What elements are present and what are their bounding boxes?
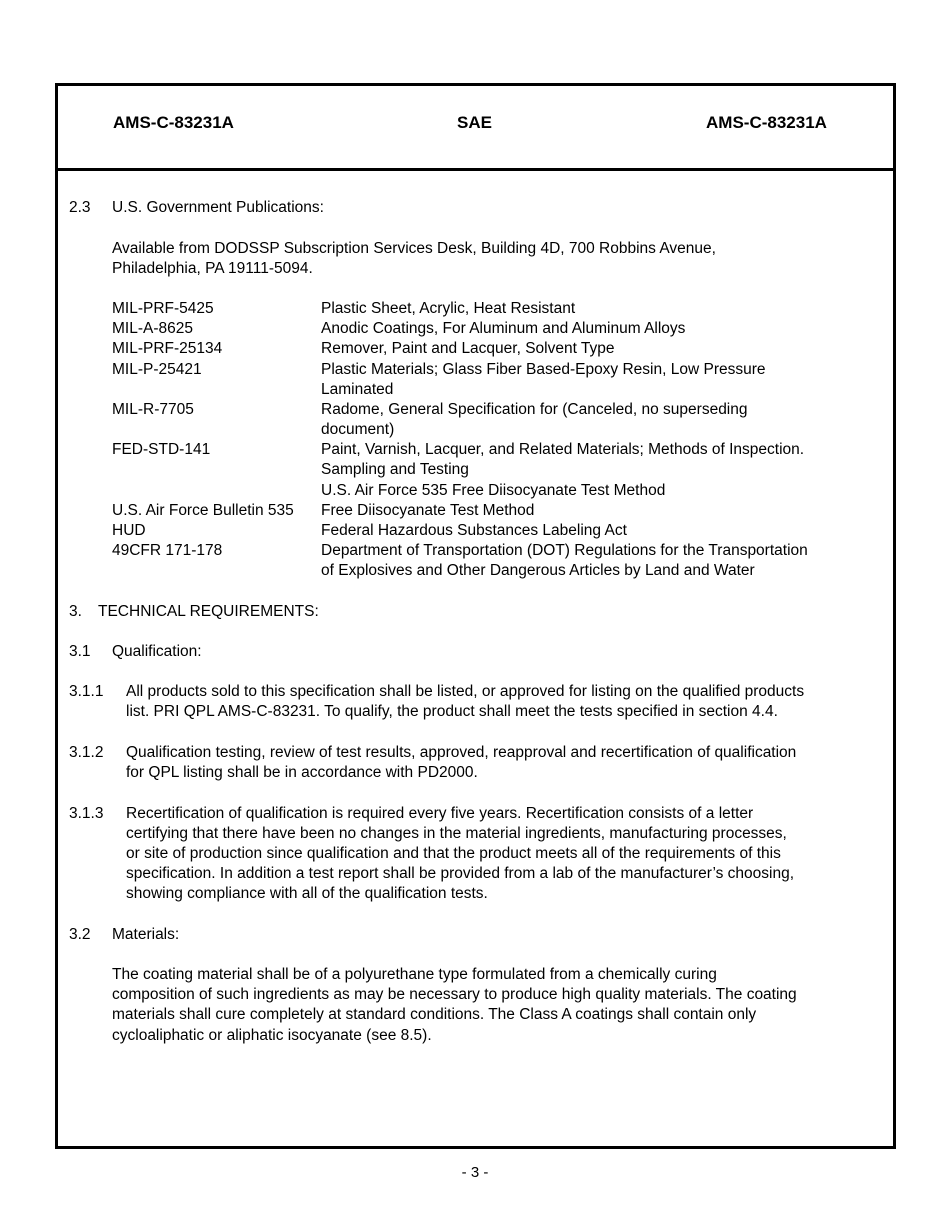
section-3-title: TECHNICAL REQUIREMENTS: bbox=[98, 603, 319, 620]
reference-title-line1: Plastic Materials; Glass Fiber Based-Epoxy Resin, Low Pressure bbox=[321, 361, 766, 378]
header-doc-number-left: AMS-C-83231A bbox=[113, 113, 234, 132]
section-3-2-number: 3.2 bbox=[69, 926, 91, 943]
section-3-1-2-number: 3.1.2 bbox=[69, 744, 104, 761]
header-doc-number-right: AMS-C-83231A bbox=[706, 113, 827, 132]
document-header bbox=[58, 86, 893, 171]
availability-text-line1: Available from DODSSP Subscription Services Desk, Building 4D, 700 Robbins Avenue, bbox=[112, 240, 716, 257]
section-3-2-line1: The coating material shall be of a polyurethane type formulated from a chemically curing bbox=[112, 966, 717, 983]
section-3-1-3-line3: or site of production since qualification and that the product meets all of the requirements of this bbox=[126, 845, 781, 862]
reference-title: Free Diisocyanate Test Method bbox=[321, 502, 535, 519]
reference-id: U.S. Air Force Bulletin 535 bbox=[112, 502, 294, 519]
reference-id: MIL-A-8625 bbox=[112, 320, 193, 337]
page-number: - 3 - bbox=[461, 1164, 489, 1181]
reference-id: 49CFR 171-178 bbox=[112, 542, 223, 559]
section-2-3-title: U.S. Government Publications: bbox=[112, 199, 324, 216]
reference-title-line1: Paint, Varnish, Lacquer, and Related Materials; Methods of Inspection. bbox=[321, 441, 805, 458]
reference-id: MIL-P-25421 bbox=[112, 361, 202, 378]
section-3-2-line3: materials shall cure completely at standard conditions. The Class A coatings shall contain only bbox=[112, 1006, 757, 1023]
section-3-1-1-number: 3.1.1 bbox=[69, 683, 104, 700]
section-3-2-line4: cycloaliphatic or aliphatic isocyanate (see 8.5). bbox=[112, 1027, 432, 1044]
section-3-1-1-line1: All products sold to this specification shall be listed, or approved for listing on the qualified products bbox=[126, 683, 805, 700]
section-3-1-3-line5: showing compliance with all of the qualification tests. bbox=[126, 885, 488, 902]
reference-id: MIL-R-7705 bbox=[112, 401, 194, 418]
header-publisher: SAE bbox=[457, 113, 492, 132]
reference-title-line2: Laminated bbox=[321, 381, 394, 398]
section-3-1-2-line2: for QPL listing shall be in accordance with PD2000. bbox=[126, 764, 478, 781]
reference-title: Anodic Coatings, For Aluminum and Aluminum Alloys bbox=[321, 320, 686, 337]
reference-title-line1: Department of Transportation (DOT) Regulations for the Transportation bbox=[321, 542, 808, 559]
section-3-1-1-line2: list. PRI QPL AMS-C-83231. To qualify, the product shall meet the tests specified in section 4.4. bbox=[126, 703, 778, 720]
section-3-number: 3. bbox=[69, 603, 82, 620]
reference-title-line2: of Explosives and Other Dangerous Articles by Land and Water bbox=[321, 562, 755, 579]
section-3-1-3-line1: Recertification of qualification is required every five years. Recertification consists of a letter bbox=[126, 805, 754, 822]
reference-title-line2: document) bbox=[321, 421, 395, 438]
section-3-1-3-line2: certifying that there have been no changes in the material ingredients, manufacturing processes, bbox=[126, 825, 787, 842]
reference-title-line2: Sampling and Testing bbox=[321, 461, 469, 478]
section-3-2-line2: composition of such ingredients as may be necessary to produce high quality materials. The coating bbox=[112, 986, 797, 1003]
reference-id: FED-STD-141 bbox=[112, 441, 211, 458]
reference-title: Remover, Paint and Lacquer, Solvent Type bbox=[321, 340, 615, 357]
reference-title-line1: Radome, General Specification for (Canceled, no superseding bbox=[321, 401, 748, 418]
section-3-1-3-line4: specification. In addition a test report shall be provided from a lab of the manufacturer’s choosing, bbox=[126, 865, 795, 882]
section-3-1-title: Qualification: bbox=[112, 643, 202, 660]
reference-id: MIL-PRF-5425 bbox=[112, 300, 214, 317]
availability-text-line2: Philadelphia, PA 19111-5094. bbox=[112, 260, 313, 277]
section-2-3-number: 2.3 bbox=[69, 199, 91, 216]
reference-title: Federal Hazardous Substances Labeling Act bbox=[321, 522, 627, 539]
reference-title: Plastic Sheet, Acrylic, Heat Resistant bbox=[321, 300, 576, 317]
reference-id: MIL-PRF-25134 bbox=[112, 340, 223, 357]
reference-title-line3: U.S. Air Force 535 Free Diisocyanate Test Method bbox=[321, 482, 666, 499]
section-3-1-2-line1: Qualification testing, review of test results, approved, reapproval and recertification of qualification bbox=[126, 744, 797, 761]
reference-id: HUD bbox=[112, 522, 146, 539]
section-3-2-title: Materials: bbox=[112, 926, 180, 943]
section-3-1-number: 3.1 bbox=[69, 643, 91, 660]
section-3-1-3-number: 3.1.3 bbox=[69, 805, 104, 822]
